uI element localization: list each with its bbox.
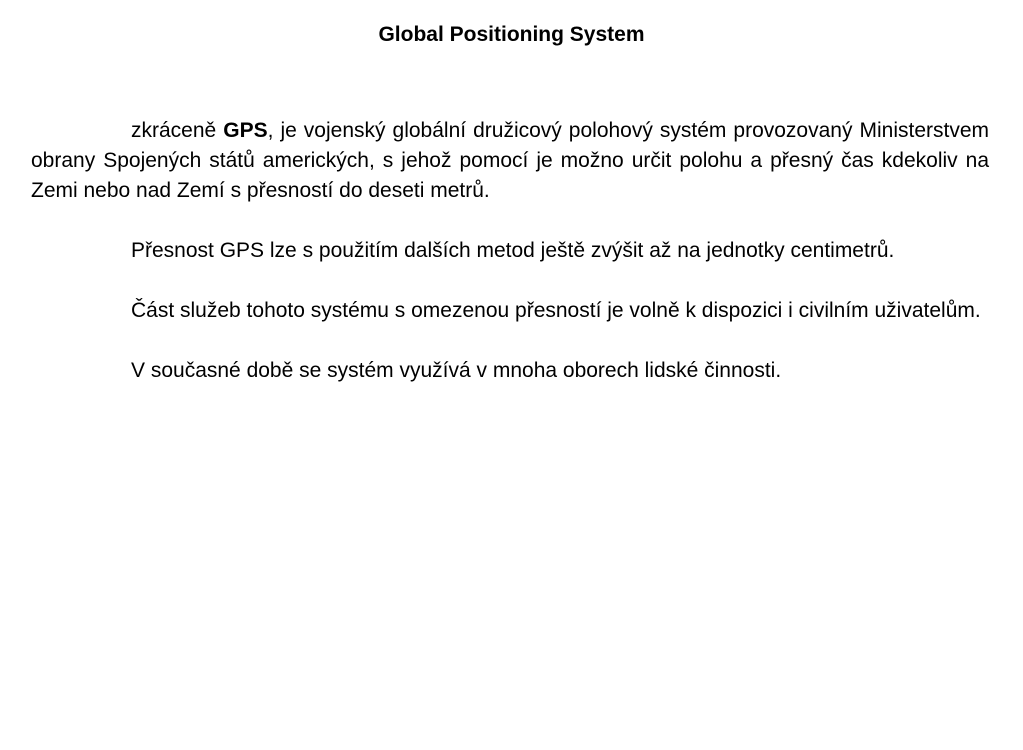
- paragraph-gps-definition: [31, 116, 989, 206]
- paragraph-rest: , je vojenský globální družicový polohový systém provozovaný Ministerstvem obrany Spojených států amerických, s jehož pomocí je možno určit polohu a přesný čas kdekoliv na Zemi nebo nad Zemí s přesností do deseti metrů.: [31, 119, 989, 202]
- paragraph-current-use: V současné době se systém využívá v mnoha oborech lidské činnosti.: [131, 359, 782, 382]
- slide-title: Global Positioning System: [378, 23, 645, 46]
- gps-term: GPS: [223, 119, 268, 142]
- paragraph-prefix: zkráceně: [131, 119, 224, 142]
- paragraph-civil-use: Část služeb tohoto systému s omezenou přesností je volně k dispozici i civilním uživatelům.: [131, 299, 981, 322]
- paragraph-accuracy: Přesnost GPS lze s použitím dalších metod ještě zvýšit až na jednotky centimetrů.: [131, 239, 895, 262]
- slide-body: [31, 116, 989, 416]
